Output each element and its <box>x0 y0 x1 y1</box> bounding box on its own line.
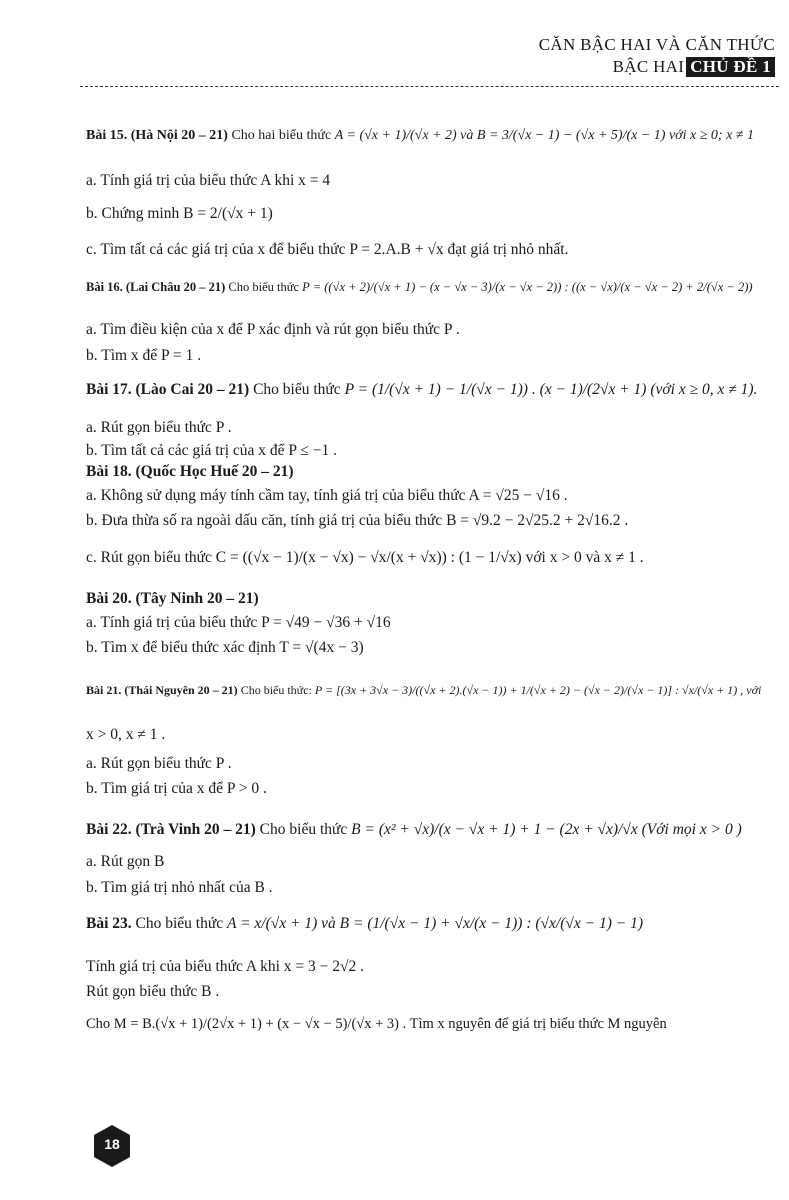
bai20-b: b. Tìm x để biểu thức xác định T = √(4x − 3) <box>86 639 364 656</box>
bai23-heading <box>86 914 775 934</box>
bai15-heading <box>86 126 775 146</box>
bai16-a: a. Tìm điều kiện của x để P xác định và rút gọn biểu thức P . <box>86 321 460 338</box>
bai18-b: b. Đưa thừa số ra ngoài dấu căn, tính giá trị của biểu thức B = √9.2 − 2√25.2 + 2√16.2 . <box>86 512 629 529</box>
bai17-title: Bài 17. (Lào Cai 20 – 21) <box>86 381 250 398</box>
header-divider <box>80 86 779 87</box>
bai20-title: Bài 20. (Tây Ninh 20 – 21) <box>86 590 259 607</box>
bai17-a: a. Rút gọn biểu thức P . <box>86 419 232 436</box>
bai18-c: c. Rút gọn biểu thức C = ((√x − 1)/(x − √x) − √x/(x + √x)) : (1 − 1/√x) với x > 0 và x ≠ 1 . <box>86 549 644 566</box>
bai16-intro: Cho biểu thức <box>228 280 300 294</box>
bai17-formula: P = (1/(√x + 1) − 1/(√x − 1)) . (x − 1)/(2√x + 1) (với x ≥ 0, x ≠ 1). <box>344 381 758 398</box>
bai22-intro: Cho biểu thức <box>259 821 348 838</box>
bai21-heading <box>86 680 775 700</box>
bai23-formula: A = x/(√x + 1) và B = (1/(√x − 1) + √x/(x − 1)) : (√x/(√x − 1) − 1) <box>227 915 644 932</box>
bai22-b: b. Tìm giá trị nhỏ nhất của B . <box>86 879 273 896</box>
chapter-header <box>539 34 775 78</box>
chapter-badge: CHỦ ĐỀ 1 <box>686 57 775 77</box>
bai22-heading <box>86 820 775 840</box>
bai17-heading <box>86 380 775 400</box>
bai21-formula: P = [(3x + 3√x − 3)/((√x + 2).(√x − 1)) + 1/(√x + 2) − (√x − 2)/(√x − 1)] : √x/(√x + 1) , với <box>314 683 762 697</box>
bai23-line-1: Tính giá trị của biểu thức A khi x = 3 − 2√2 . <box>86 958 365 975</box>
bai17-intro: Cho biểu thức <box>253 381 341 398</box>
bai17-b: b. Tìm tất cả các giá trị của x để P ≤ −1 . <box>86 442 337 459</box>
page-number: 18 <box>104 1136 120 1152</box>
bai15-formula: A = (√x + 1)/(√x + 2) và B = 3/(√x − 1) − (√x + 5)/(x − 1) với x ≥ 0; x ≠ 1 <box>334 128 754 143</box>
bai21-b: b. Tìm giá trị của x để P > 0 . <box>86 780 267 797</box>
bai18-title: Bài 18. (Quốc Học Huế 20 – 21) <box>86 463 294 480</box>
bai21-title: Bài 21. (Thái Nguyên 20 – 21) <box>86 683 238 697</box>
bai22-a: a. Rút gọn B <box>86 853 165 870</box>
bai16-b: b. Tìm x để P = 1 . <box>86 347 202 364</box>
bai16-heading <box>86 277 775 297</box>
bai15-a: a. Tính giá trị của biểu thức A khi x = 4 <box>86 172 331 189</box>
bai22-formula: B = (x² + √x)/(x − √x + 1) + 1 − (2x + √x)/√x (Với mọi x > 0 ) <box>351 821 742 838</box>
bai18-a: a. Không sử dụng máy tính cầm tay, tính giá trị của biểu thức A = √25 − √16 . <box>86 487 568 504</box>
bai20-a: a. Tính giá trị của biểu thức P = √49 − √36 + √16 <box>86 614 391 631</box>
bai16-formula: P = ((√x + 2)/(√x + 1) − (x − √x − 3)/(x − √x − 2)) : ((x − √x)/(x − √x − 2) + 2/(√x − 2)) <box>302 280 753 294</box>
bai22-title: Bài 22. (Trà Vinh 20 – 21) <box>86 821 256 838</box>
bai15-b: b. Chứng minh B = 2/(√x + 1) <box>86 205 273 222</box>
bai21-cond: x > 0, x ≠ 1 . <box>86 726 166 743</box>
bai15-c: c. Tìm tất cả các giá trị của x để biểu thức P = 2.A.B + √x đạt giá trị nhỏ nhất. <box>86 241 569 258</box>
bai21-a: a. Rút gọn biểu thức P . <box>86 755 232 772</box>
bai15-intro: Cho hai biểu thức <box>231 128 332 143</box>
bai16-title: Bài 16. (Lai Châu 20 – 21) <box>86 280 226 294</box>
page-number-badge <box>92 1124 132 1168</box>
bai23-intro: Cho biểu thức <box>135 915 224 932</box>
bai21-intro: Cho biểu thức: <box>240 683 312 697</box>
bai23-line-2: Rút gọn biểu thức B . <box>86 983 220 1000</box>
header-line-2: BẬC HAI <box>612 57 685 76</box>
header-line-1: CĂN BẬC HAI VÀ CĂN THỨC <box>538 35 775 54</box>
bai15-title: Bài 15. (Hà Nội 20 – 21) <box>86 128 228 143</box>
bai23-title: Bài 23. <box>86 915 132 932</box>
bai23-line-3: Cho M = B.(√x + 1)/(2√x + 1) + (x − √x − 5)/(√x + 3) . Tìm x nguyên để giá trị biểu thức M nguyên <box>86 1016 667 1032</box>
